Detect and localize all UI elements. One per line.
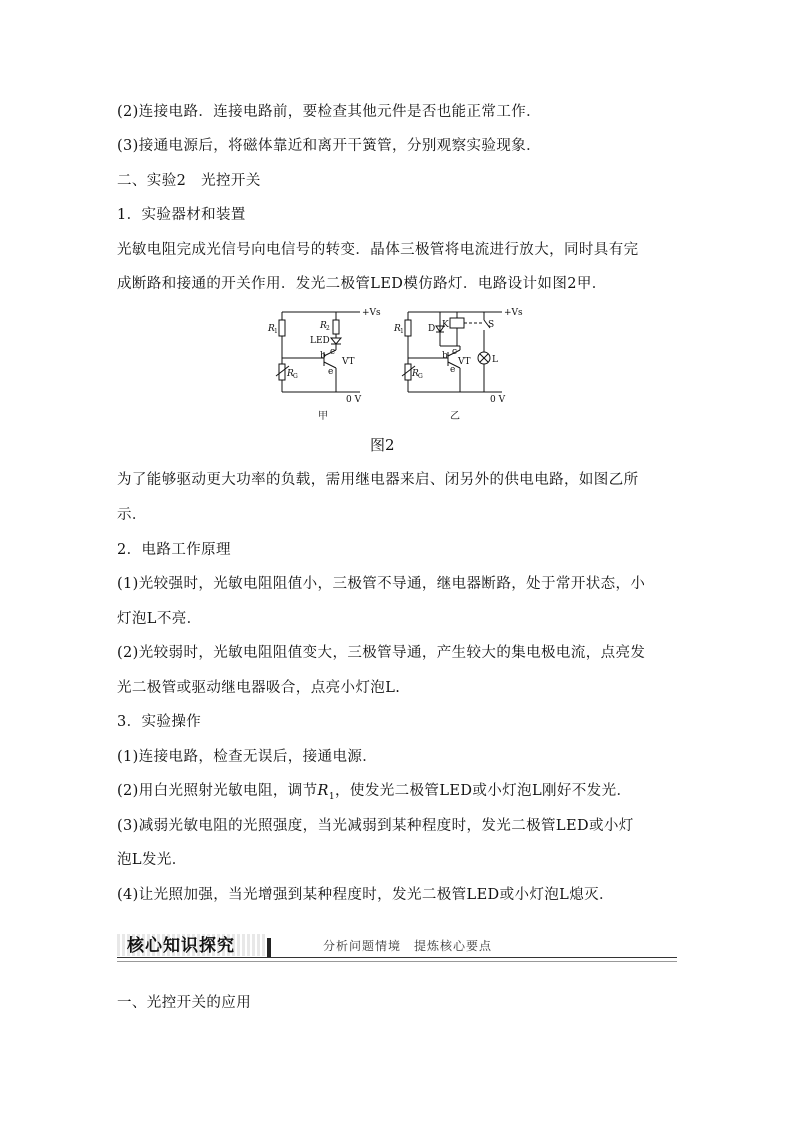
photoresistor-sub: G	[293, 373, 298, 380]
banner-divider	[267, 938, 271, 958]
subsection-heading: 1．实验器材和装置	[117, 207, 246, 223]
subsection-heading: 2．电路工作原理	[117, 542, 231, 558]
figure-b-label: 乙	[450, 411, 460, 422]
paragraph-line	[117, 781, 631, 807]
paragraph-line: 为了能够驱动更大功率的负载，需用继电器来启、闭另外的供电电路，如图乙所	[117, 472, 639, 488]
photoresistor-label: R	[287, 369, 294, 379]
section-heading: 一、光控开关的应用	[117, 995, 252, 1011]
circuit-figure	[262, 306, 542, 426]
transistor-label: VT	[342, 357, 355, 367]
circuit-diagram	[262, 306, 542, 426]
banner-title: 核心知识探究	[127, 936, 235, 956]
paragraph-line: 泡L发光．	[117, 852, 187, 868]
paragraph-line: (1)连接电路，检查无误后，接通电源．	[117, 749, 378, 765]
subsection-heading: 3．实验操作	[117, 714, 202, 730]
text-segment: ，使发光二极管LED或小灯泡L刚好不发光．	[335, 783, 632, 799]
paragraph-line: 光二极管或驱动继电器吸合，点亮小灯泡L.	[117, 680, 401, 696]
paragraph-line: 示．	[117, 507, 147, 523]
photoresistor-sub: G	[418, 373, 423, 380]
resistor-r1-label: R	[394, 324, 401, 334]
banner-subtitle: 分析问题情境 提炼核心要点	[323, 939, 493, 953]
resistor-symbol: R	[317, 783, 329, 799]
banner-rule	[117, 957, 677, 962]
base-label: b	[442, 351, 448, 361]
paragraph-line: (1)光较强时，光敏电阻阻值小，三极管不导通，继电器断路，处于常开状态，小	[117, 576, 646, 592]
resistor-subscript: 1	[328, 791, 336, 802]
figure-caption: 图2	[370, 436, 395, 454]
switch-label: S	[488, 320, 495, 330]
paragraph-line: (4)让光照加强，当光增强到某种程度时，发光二极管LED或小灯泡L熄灭．	[117, 887, 614, 903]
base-label: b	[320, 351, 326, 361]
resistor-r2-sub: 2	[326, 325, 330, 332]
resistor-r1-sub: 1	[274, 328, 278, 335]
ground-label: 0 V	[346, 395, 362, 405]
resistor-r1-label: R	[268, 324, 275, 334]
paragraph-line: (2)连接电路．连接电路前，要检查其他元件是否也能正常工作．	[117, 104, 542, 120]
vs-label: +Vs	[362, 308, 381, 318]
vs-label: +Vs	[504, 308, 523, 318]
lamp-label: L	[492, 355, 498, 365]
emitter-label: e	[328, 367, 334, 377]
diode-label: D	[428, 324, 436, 334]
paragraph-line: 光敏电阻完成光信号向电信号的转变．晶体三极管将电流进行放大，同时具有完	[117, 242, 639, 258]
paragraph-line: (3)减弱光敏电阻的光照强度，当光减弱到某种程度时，发光二极管LED或小灯	[117, 818, 634, 834]
paragraph-line: (2)光较弱时，光敏电阻阻值变大，三极管导通，产生较大的集电极电流，点亮发	[117, 645, 646, 661]
section-banner	[117, 934, 677, 960]
paragraph-line: 成断路和接通的开关作用．发光二极管LED模仿路灯．电路设计如图2甲．	[117, 276, 607, 292]
emitter-label: e	[450, 365, 456, 375]
section-heading: 二、实验2 光控开关	[117, 173, 261, 189]
ground-label: 0 V	[490, 395, 506, 405]
led-label: LED	[310, 336, 330, 346]
resistor-r1-sub: 1	[400, 328, 404, 335]
relay-coil-label: K	[442, 320, 449, 330]
text-segment: (2)用白光照射光敏电阻，调节	[117, 783, 318, 799]
photoresistor-label: R	[412, 369, 419, 379]
transistor-label: VT	[458, 357, 471, 367]
collector-label: c	[330, 347, 336, 357]
figure-a-label: 甲	[318, 411, 328, 422]
paragraph-line: 灯泡L不亮．	[117, 611, 202, 627]
resistor-r2-label: R	[320, 321, 327, 331]
collector-label: c	[452, 347, 458, 357]
paragraph-line: (3)接通电源后，将磁体靠近和离开干簧管，分别观察实验现象．	[117, 138, 542, 154]
